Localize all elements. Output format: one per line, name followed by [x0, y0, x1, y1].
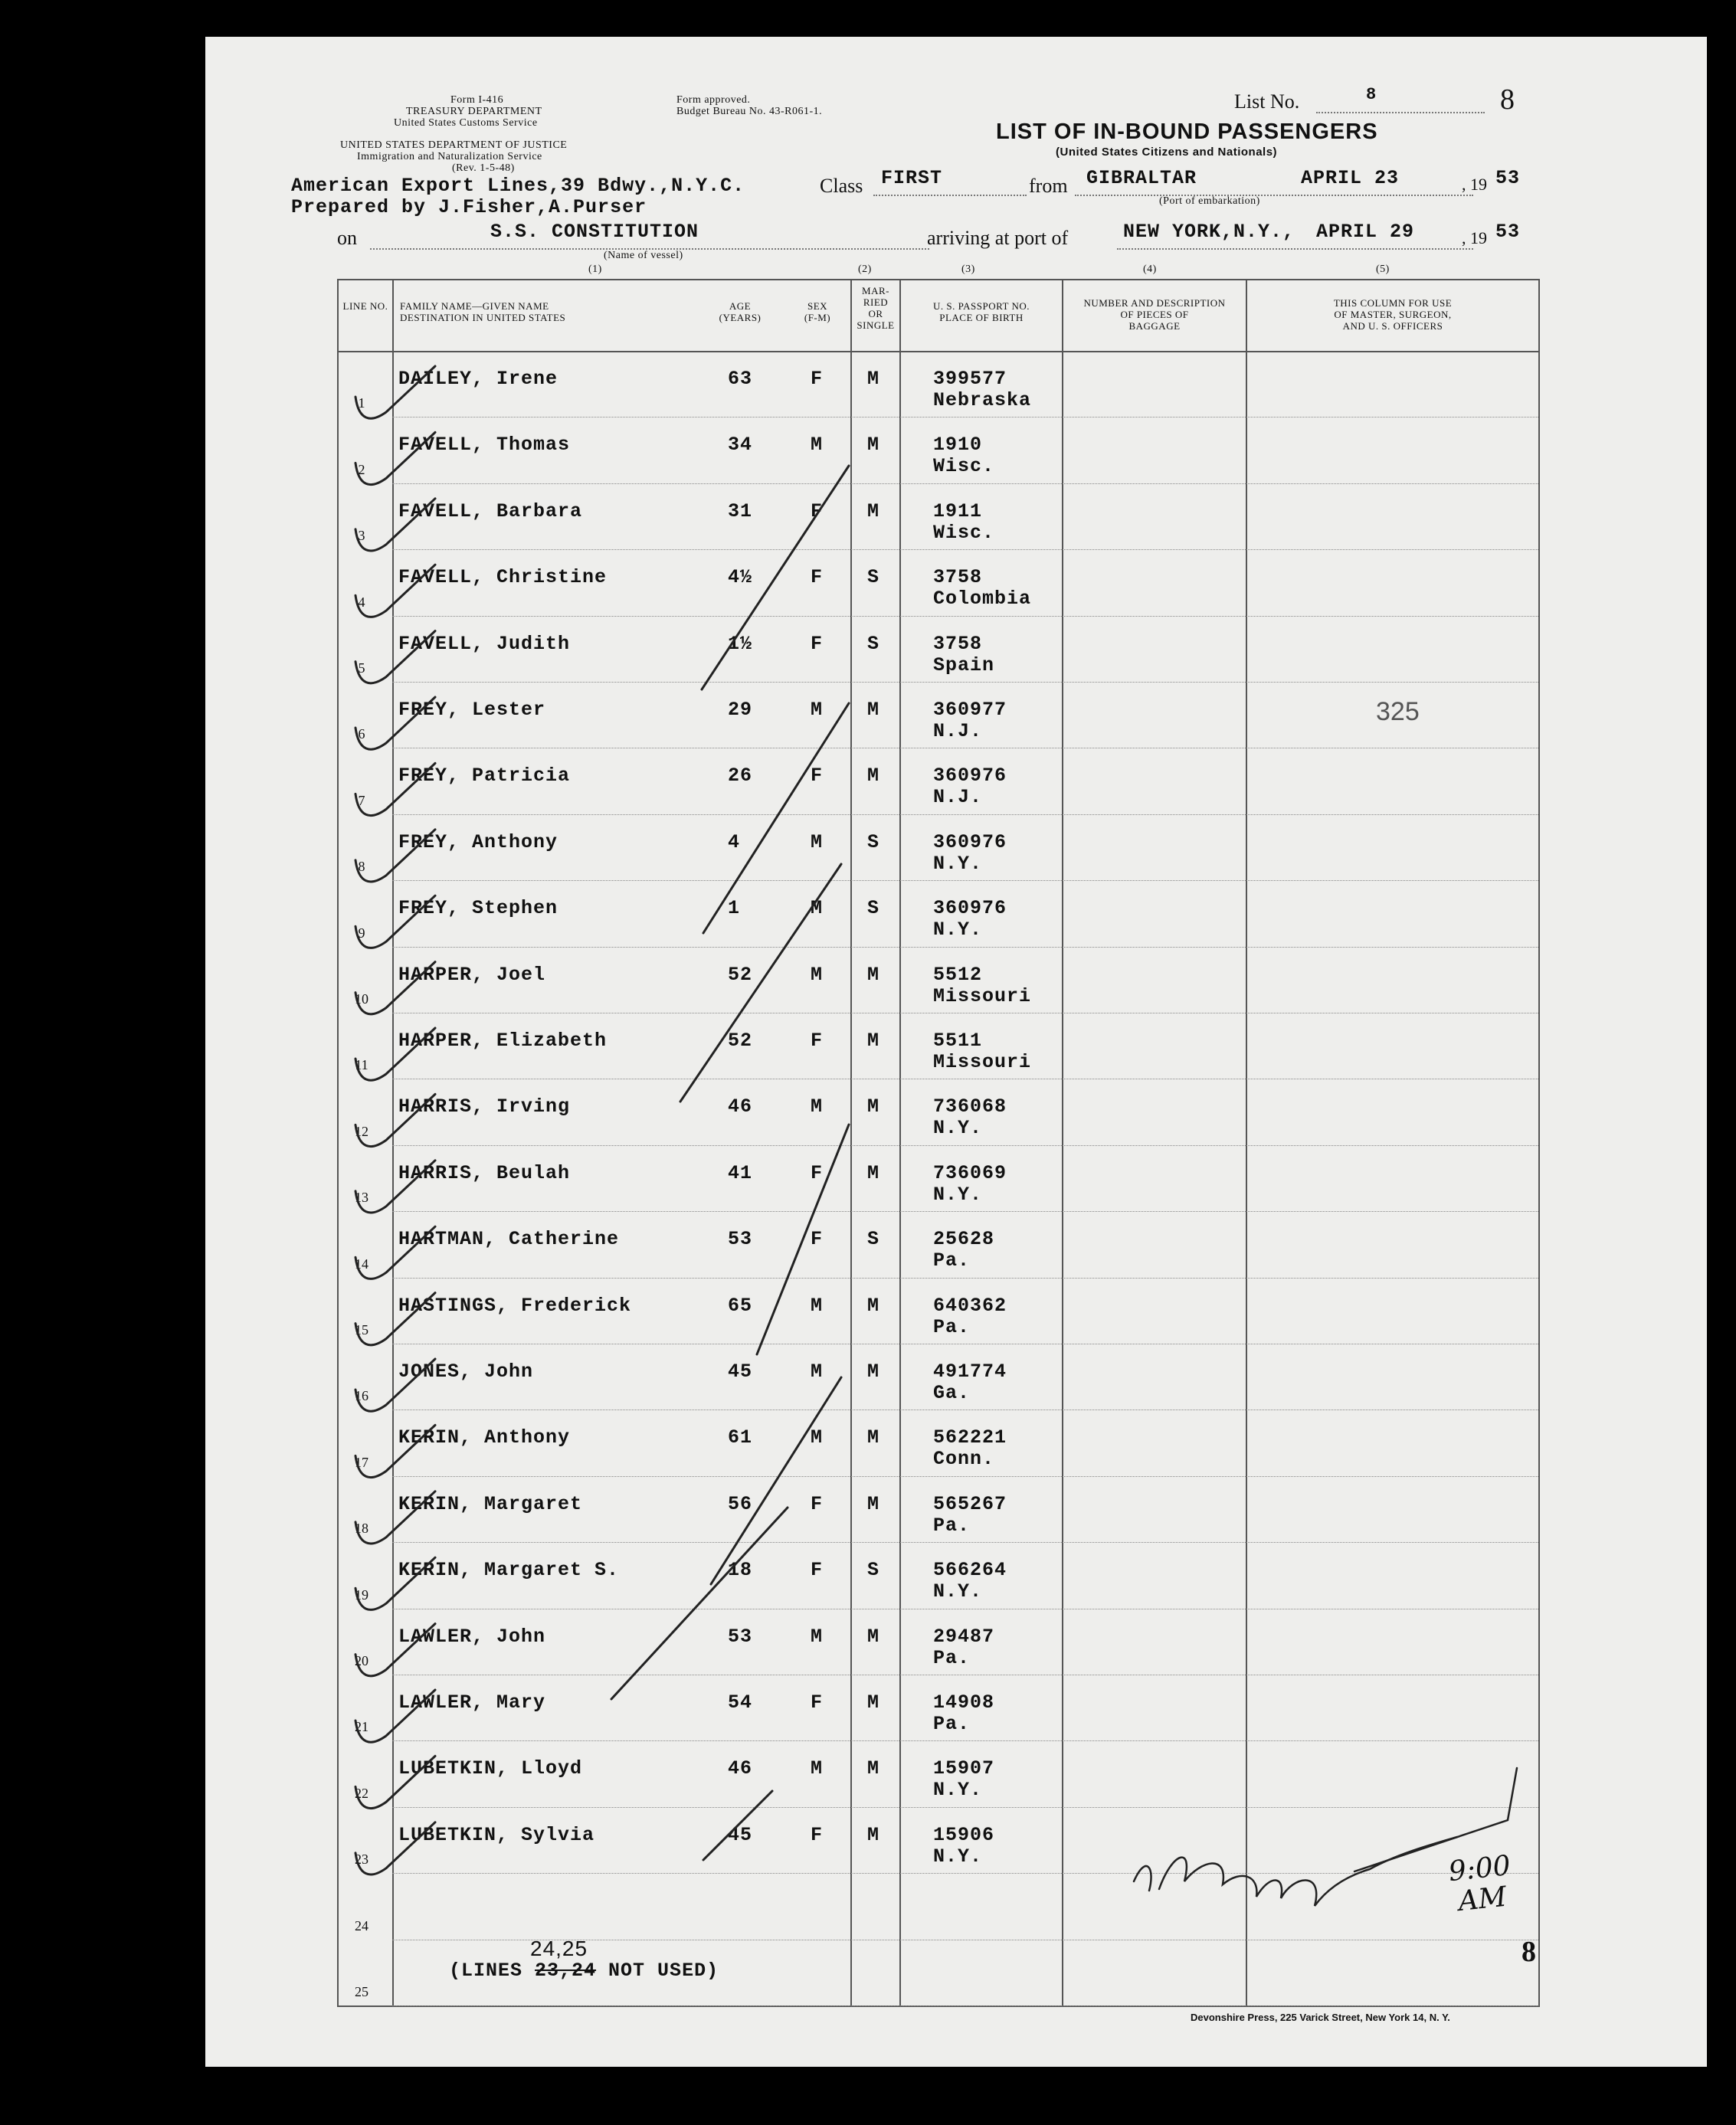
page-title: LIST OF IN-BOUND PASSENGERS [996, 120, 1378, 144]
passenger-marital: S [867, 830, 880, 853]
justice-dept: UNITED STATES DEPARTMENT OF JUSTICE [340, 139, 568, 151]
line-number: 16 [355, 1388, 368, 1404]
place-of-birth: Conn. [933, 1448, 995, 1471]
passenger-age: 31 [728, 499, 753, 522]
passenger-name: KERIN, Margaret S. [398, 1559, 620, 1582]
list-no-stamp: 8 [1500, 83, 1515, 116]
passport-number: 1910 [933, 434, 983, 457]
table-top-border [337, 279, 1540, 280]
place-of-birth: N.J. [933, 720, 983, 742]
passenger-marital: M [867, 765, 880, 787]
line-number: 9 [358, 925, 365, 941]
col-num-1: (1) [588, 264, 602, 275]
place-of-birth: Pa. [933, 1646, 971, 1669]
passenger-age: 45 [728, 1823, 753, 1846]
passenger-age: 46 [728, 1095, 753, 1118]
place-of-birth: Nebraska [933, 389, 1032, 411]
line-number: 22 [355, 1785, 368, 1801]
row-separator [392, 947, 1538, 948]
line-number: 15 [355, 1322, 368, 1338]
passenger-age: 54 [728, 1691, 753, 1714]
treasury-dept: TREASURY DEPARTMENT [406, 106, 542, 117]
passenger-marital: M [867, 434, 880, 457]
row-separator [392, 814, 1538, 815]
line-number: 11 [355, 1057, 368, 1073]
depart-date: APRIL 23 [1301, 167, 1400, 189]
place-of-birth: N.Y. [933, 1845, 983, 1868]
row-separator [392, 2005, 1538, 2006]
place-of-birth: N.Y. [933, 1183, 983, 1206]
passenger-name: JONES, John [398, 1360, 534, 1383]
list-no-value: 8 [1366, 85, 1377, 104]
passenger-age: 53 [728, 1228, 753, 1251]
place-of-birth: N.Y. [933, 852, 983, 875]
passenger-sex: F [811, 1823, 824, 1846]
line-number: 21 [355, 1719, 368, 1735]
passenger-sex: M [811, 897, 824, 920]
line-number: 18 [355, 1521, 368, 1537]
passenger-name: HARRIS, Irving [398, 1095, 571, 1118]
passenger-age: 4½ [728, 566, 753, 589]
from-line [1075, 195, 1473, 196]
passenger-age: 29 [728, 699, 753, 721]
arrival-line [1117, 248, 1473, 250]
passenger-name: FAVELL, Thomas [398, 434, 571, 457]
passenger-marital: M [867, 1492, 880, 1515]
passenger-name: LAWLER, Mary [398, 1691, 546, 1714]
passport-number: 399577 [933, 368, 1007, 390]
passenger-marital: S [867, 1559, 880, 1582]
row-separator [392, 1807, 1538, 1808]
passenger-marital: S [867, 897, 880, 920]
col-header-baggage: NUMBER AND DESCRIPTION OF PIECES OF BAGGAGE [1083, 297, 1226, 332]
col-num-5: (5) [1376, 264, 1390, 275]
line-number: 23 [355, 1852, 368, 1868]
passenger-age: 41 [728, 1161, 753, 1184]
place-of-birth: Wisc. [933, 455, 995, 478]
passenger-name: FAVELL, Christine [398, 566, 608, 589]
row-separator [392, 880, 1538, 881]
diagonal-strike-5 [711, 1377, 841, 1584]
vessel-caption: (Name of vessel) [604, 250, 683, 261]
passenger-sex: M [811, 434, 824, 457]
passenger-sex: M [811, 699, 824, 721]
page-subtitle: (United States Citizens and Nationals) [1056, 146, 1278, 159]
row-separator [392, 549, 1538, 550]
passenger-age: 1 [728, 897, 741, 920]
col-num-4: (4) [1143, 264, 1157, 275]
passenger-name: FAVELL, Barbara [398, 499, 583, 522]
passenger-age: 4 [728, 830, 741, 853]
passport-number: 5512 [933, 963, 983, 986]
class-label: Class [820, 175, 863, 197]
passenger-sex: M [811, 1625, 824, 1648]
passenger-name: FREY, Patricia [398, 765, 571, 787]
place-of-birth: Missouri [933, 984, 1032, 1007]
passenger-age: 45 [728, 1360, 753, 1383]
col-header-line-no: LINE NO. [342, 300, 388, 312]
place-of-birth: N.Y. [933, 1580, 983, 1603]
depart-year: 53 [1495, 167, 1521, 189]
passenger-marital: S [867, 632, 880, 655]
line-number: 3 [358, 528, 365, 544]
passenger-sex: F [811, 1228, 824, 1251]
passenger-name: FREY, Anthony [398, 830, 558, 853]
passenger-sex: F [811, 1559, 824, 1582]
depart-year-prefix: , 19 [1462, 175, 1487, 194]
passenger-marital: M [867, 963, 880, 986]
passenger-marital: M [867, 499, 880, 522]
passport-number: 565267 [933, 1492, 1007, 1515]
passenger-name: FAVELL, Judith [398, 632, 571, 655]
passenger-sex: F [811, 566, 824, 589]
passenger-marital: M [867, 1095, 880, 1118]
passenger-sex: F [811, 368, 824, 390]
form-number: Form I-416 [450, 94, 504, 106]
passport-number: 1911 [933, 499, 983, 522]
passenger-sex: M [811, 1294, 824, 1317]
passenger-marital: M [867, 1294, 880, 1317]
arrival-year: 53 [1495, 221, 1521, 243]
passenger-name: KERIN, Anthony [398, 1426, 571, 1449]
col-header-sex: SEX (F-M) [804, 300, 831, 323]
manifest-page [205, 37, 1707, 2067]
passenger-marital: M [867, 1823, 880, 1846]
header-bottom-border [337, 351, 1540, 352]
place-of-birth: Pa. [933, 1315, 971, 1338]
passenger-age: 56 [728, 1492, 753, 1515]
passenger-name: LUBETKIN, Lloyd [398, 1757, 583, 1780]
arrival-year-prefix: , 19 [1462, 228, 1487, 247]
time-note: 9:00 AM [1446, 1849, 1512, 1918]
place-of-birth: N.Y. [933, 1117, 983, 1140]
line-number: 6 [358, 726, 365, 742]
line-number: 2 [358, 461, 365, 477]
passenger-marital: M [867, 1360, 880, 1383]
passenger-sex: M [811, 963, 824, 986]
passport-number: 562221 [933, 1426, 1007, 1449]
passenger-marital: M [867, 1426, 880, 1449]
row-separator [392, 616, 1538, 617]
vessel-name: S.S. CONSTITUTION [490, 221, 699, 243]
passenger-sex: M [811, 1095, 824, 1118]
lines-unused-handwritten: 24,25 [530, 1937, 588, 1960]
passport-number: 360976 [933, 897, 1007, 920]
passenger-age: 52 [728, 1030, 753, 1052]
passenger-marital: M [867, 1691, 880, 1714]
line-number: 1 [358, 395, 365, 411]
list-no-label: List No. [1234, 90, 1300, 113]
passport-number: 640362 [933, 1294, 1007, 1317]
row-separator [392, 1542, 1538, 1543]
passport-number: 360976 [933, 830, 1007, 853]
line-number: 25 [355, 1984, 368, 1999]
passenger-sex: M [811, 1426, 824, 1449]
on-label: on [337, 227, 357, 249]
passport-number: 15906 [933, 1823, 995, 1846]
passport-number: 15907 [933, 1757, 995, 1780]
passenger-age: 34 [728, 434, 753, 457]
passport-number: 736068 [933, 1095, 1007, 1118]
passenger-name: LUBETKIN, Sylvia [398, 1823, 595, 1846]
passport-number: 736069 [933, 1161, 1007, 1184]
passenger-marital: M [867, 1757, 880, 1780]
place-of-birth: Wisc. [933, 521, 995, 544]
place-of-birth: Pa. [933, 1514, 971, 1537]
line-number: 10 [355, 991, 368, 1007]
passenger-marital: M [867, 1161, 880, 1184]
form-approved: Form approved. [676, 94, 751, 106]
shipping-line: American Export Lines,39 Bdwy.,N.Y.C. [291, 175, 745, 197]
class-value: FIRST [881, 167, 943, 189]
col-header-officers: THIS COLUMN FOR USE OF MASTER, SURGEON, AND U. S. OFFICERS [1333, 297, 1453, 332]
passenger-sex: F [811, 1492, 824, 1515]
lines-unused-note [449, 1960, 719, 1982]
passenger-name: HASTINGS, Frederick [398, 1294, 632, 1317]
officer-mark: 325 [1376, 697, 1420, 726]
passport-number: 14908 [933, 1691, 995, 1714]
place-of-birth: Missouri [933, 1051, 1032, 1073]
port-embark-caption: (Port of embarkation) [1159, 195, 1260, 207]
col-divider-name [392, 279, 394, 2005]
line-number: 7 [358, 792, 365, 808]
place-of-birth: Ga. [933, 1382, 971, 1404]
passport-number: 25628 [933, 1228, 995, 1251]
col-header-name: FAMILY NAME—GIVEN NAME DESTINATION IN UNITED STATES [400, 300, 566, 323]
row-separator [392, 1278, 1538, 1279]
passenger-age: 65 [728, 1294, 753, 1317]
line-number: 17 [355, 1454, 368, 1470]
passport-number: 360976 [933, 765, 1007, 787]
diagonal-strike-2 [703, 703, 849, 933]
from-port: GIBRALTAR [1086, 167, 1197, 189]
line-number: 20 [355, 1653, 368, 1668]
col-header-passport: U. S. PASSPORT NO. PLACE OF BIRTH [933, 300, 1030, 323]
passenger-name: LAWLER, John [398, 1625, 546, 1648]
table-right-border [1538, 279, 1540, 2005]
passport-number: 5511 [933, 1030, 983, 1052]
place-of-birth: N.Y. [933, 918, 983, 941]
place-of-birth: N.Y. [933, 1779, 983, 1802]
passenger-marital: M [867, 1625, 880, 1648]
passenger-age: 63 [728, 368, 753, 390]
line-number: 14 [355, 1256, 368, 1272]
passport-number: 360977 [933, 699, 1007, 721]
lines-unused-suffix: NOT USED) [596, 1960, 719, 1982]
passenger-marital: M [867, 699, 880, 721]
col-divider-officers [1246, 279, 1247, 2005]
passenger-name: HARPER, Elizabeth [398, 1030, 608, 1052]
row-separator [392, 1211, 1538, 1212]
passenger-age: 18 [728, 1559, 753, 1582]
place-of-birth: Spain [933, 653, 995, 676]
line-number: 19 [355, 1586, 368, 1603]
checkmarks [355, 366, 435, 1875]
line-number: 8 [358, 859, 365, 875]
passenger-age: 61 [728, 1426, 753, 1449]
passenger-sex: F [811, 499, 824, 522]
col-divider-baggage [1062, 279, 1063, 2005]
passenger-name: FREY, Lester [398, 699, 546, 721]
lines-unused-struck: 23,24 [535, 1960, 597, 1982]
passenger-name: HARTMAN, Catherine [398, 1228, 620, 1251]
diagonal-strike-6 [611, 1508, 788, 1699]
col-divider-married-right [899, 279, 901, 2005]
passenger-sex: F [811, 1691, 824, 1714]
line-number: 24 [355, 1917, 368, 1933]
row-separator [392, 682, 1538, 683]
passenger-age: 1½ [728, 632, 753, 655]
row-separator [392, 1476, 1538, 1477]
page-number: 8 [1521, 1936, 1536, 1968]
passport-number: 566264 [933, 1559, 1007, 1582]
diagonal-strike-4 [757, 1125, 849, 1354]
passenger-sex: F [811, 1161, 824, 1184]
row-separator [392, 1873, 1538, 1874]
passenger-sex: F [811, 1030, 824, 1052]
col-num-2: (2) [858, 264, 872, 275]
passenger-name: DAILEY, Irene [398, 368, 558, 390]
passenger-sex: M [811, 830, 824, 853]
arrival-date: APRIL 29 [1316, 221, 1415, 243]
passenger-sex: M [811, 1757, 824, 1780]
passenger-name: HARPER, Joel [398, 963, 546, 986]
from-label: from [1029, 175, 1068, 197]
passenger-age: 53 [728, 1625, 753, 1648]
list-no-line [1316, 112, 1485, 113]
place-of-birth: N.J. [933, 786, 983, 809]
passenger-marital: M [867, 1030, 880, 1052]
passenger-name: HARRIS, Beulah [398, 1161, 571, 1184]
place-of-birth: Pa. [933, 1713, 971, 1735]
arriving-label: arriving at port of [927, 227, 1069, 249]
ins-service: Immigration and Naturalization Service [357, 151, 542, 162]
passenger-marital: S [867, 1228, 880, 1251]
passenger-age: 26 [728, 765, 753, 787]
col-header-age: AGE (YEARS) [719, 300, 762, 323]
passport-number: 491774 [933, 1360, 1007, 1383]
line-number: 13 [355, 1190, 368, 1206]
passenger-marital: M [867, 368, 880, 390]
signature-scrawl [1134, 1837, 1457, 1906]
place-of-birth: Pa. [933, 1249, 971, 1272]
row-separator [392, 1740, 1538, 1741]
passenger-name: FREY, Stephen [398, 897, 558, 920]
col-divider-married-left [850, 279, 852, 2005]
class-line [873, 195, 1027, 196]
passport-number: 29487 [933, 1625, 995, 1648]
col-divider-line [337, 279, 339, 2005]
passport-number: 3758 [933, 632, 983, 655]
budget-bureau: Budget Bureau No. 43-R061-1. [676, 106, 823, 117]
row-separator [392, 1145, 1538, 1146]
diagonal-strike-1 [702, 466, 849, 689]
revision-date: (Rev. 1-5-48) [452, 162, 515, 174]
line-number: 5 [358, 660, 365, 676]
row-separator [392, 483, 1538, 484]
passport-number: 3758 [933, 566, 983, 589]
arrival-port: NEW YORK,N.Y., [1123, 221, 1295, 243]
passenger-marital: S [867, 566, 880, 589]
passenger-sex: F [811, 632, 824, 655]
col-num-3: (3) [961, 264, 975, 275]
passenger-sex: M [811, 1360, 824, 1383]
customs-service: United States Customs Service [394, 117, 538, 129]
passenger-sex: F [811, 765, 824, 787]
line-number: 4 [358, 594, 365, 610]
prepared-by: Prepared by J.Fisher,A.Purser [291, 196, 647, 218]
passenger-age: 52 [728, 963, 753, 986]
place-of-birth: Colombia [933, 588, 1032, 611]
passenger-name: KERIN, Margaret [398, 1492, 583, 1515]
passenger-age: 46 [728, 1757, 753, 1780]
printer-imprint: Devonshire Press, 225 Varick Street, New York 14, N. Y. [1191, 2012, 1450, 2023]
col-header-married: MAR- RIED OR SINGLE [857, 285, 895, 331]
line-number: 12 [355, 1123, 368, 1139]
lines-unused-prefix: (LINES [449, 1960, 536, 1982]
